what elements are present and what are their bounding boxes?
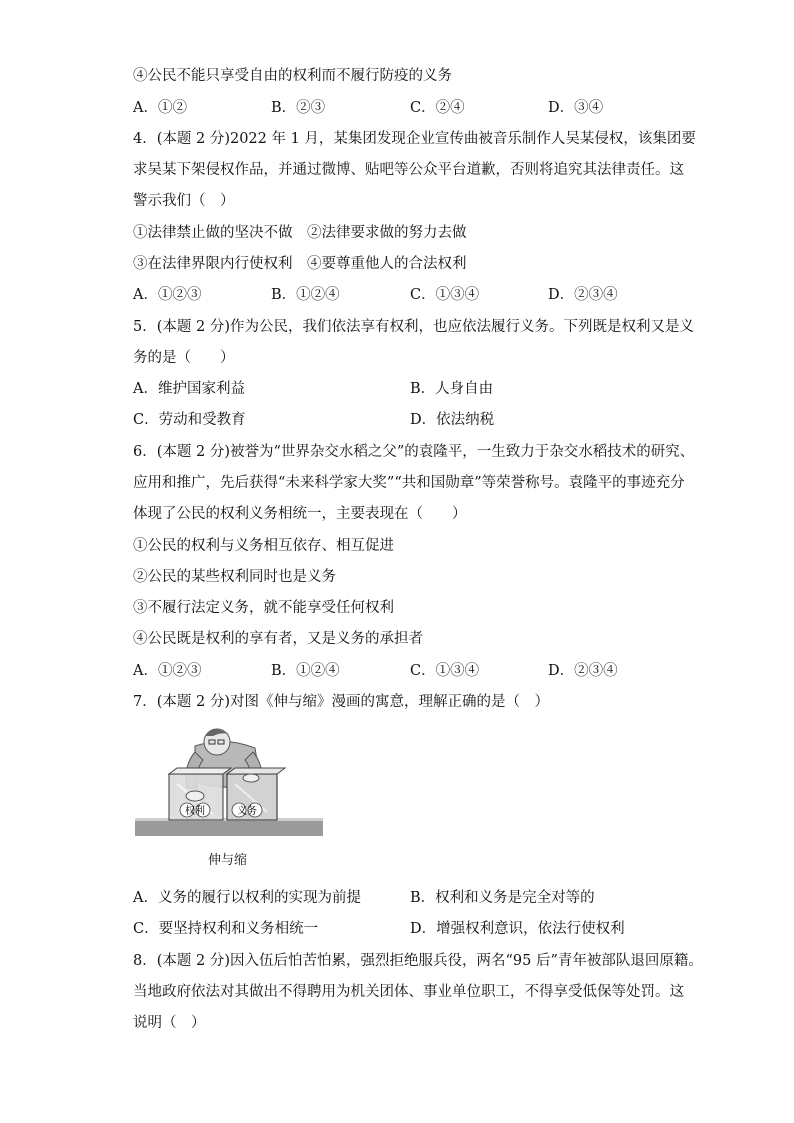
question-6-statement: ③不履行法定义务，就不能享受任何权利: [133, 600, 394, 616]
question-8-text: 说明（ ）: [133, 1015, 206, 1031]
cartoon-figure: [133, 722, 325, 872]
table-surface: [135, 820, 323, 836]
option-d[interactable]: D．②③④: [548, 287, 618, 303]
option-c[interactable]: C．②④: [410, 100, 465, 116]
option-a[interactable]: A．义务的履行以权利的实现为前提: [133, 890, 361, 906]
option-c[interactable]: C．①③④: [410, 287, 480, 303]
question-5-text: 务的是（ ）: [133, 350, 235, 366]
question-6-statement: ①公民的权利与义务相互依存、相互促进: [133, 538, 394, 554]
figure-caption: 伸与缩: [208, 853, 248, 868]
question-6-text: 6．(本题 2 分)被誉为“世界杂交水稻之父”的袁隆平，一生致力于杂交水稻技术的研究、: [133, 444, 695, 460]
option-b[interactable]: B．②③: [271, 100, 326, 116]
question-4-statements: ③在法律界限内行使权利 ④要尊重他人的合法权利: [133, 256, 467, 272]
option-a[interactable]: A．维护国家利益: [133, 381, 245, 397]
option-a[interactable]: A．①②③: [133, 287, 202, 303]
question-6-text: 体现了公民的权利义务相统一，主要表现在（ ）: [133, 506, 467, 522]
question-7-text: 7．(本题 2 分)对图《伸与缩》漫画的寓意，理解正确的是（ ）: [133, 694, 549, 710]
statement-4: ④公民不能只享受自由的权利而不履行防疫的义务: [133, 68, 452, 84]
question-4-statements: ①法律禁止做的坚决不做 ②法律要求做的努力去做: [133, 225, 467, 241]
question-4-text: 警示我们（ ）: [133, 193, 235, 209]
cartoon-illustration: [133, 722, 325, 846]
option-b[interactable]: B．人身自由: [410, 381, 494, 397]
option-d[interactable]: D．③④: [548, 100, 604, 116]
option-b[interactable]: B．①②④: [271, 663, 340, 679]
box-label-rights: 权利: [185, 806, 205, 817]
option-a[interactable]: A．①②③: [133, 663, 202, 679]
option-d[interactable]: D．依法纳税: [410, 412, 495, 428]
option-c[interactable]: C．劳动和受教育: [133, 412, 246, 428]
question-6-statement: ②公民的某些权利同时也是义务: [133, 569, 336, 585]
question-6-text: 应用和推广，先后获得“未来科学家大奖”“共和国勋章”等荣誉称号。袁隆平的事迹充分: [133, 475, 685, 491]
question-8-text: 当地政府依法对其做出不得聘用为机关团体、事业单位职工，不得享受低保等处罚。这: [133, 984, 684, 1000]
option-c[interactable]: C．①③④: [410, 663, 480, 679]
option-b[interactable]: B．①②④: [271, 287, 340, 303]
option-d[interactable]: D．②③④: [548, 663, 618, 679]
box-label-duties: 义务: [237, 806, 257, 817]
option-d[interactable]: D．增强权利意识，依法行使权利: [410, 921, 625, 937]
option-b[interactable]: B．权利和义务是完全对等的: [410, 890, 595, 906]
option-c[interactable]: C．要坚持权利和义务相统一: [133, 921, 319, 937]
question-4-text: 求吴某下架侵权作品，并通过微博、贴吧等公众平台道歉，否则将追究其法律责任。这: [133, 162, 684, 178]
question-4-text: 4．(本题 2 分)2022 年 1 月，某集团发现企业宣传曲被音乐制作人吴某侵权，该集团要: [133, 131, 696, 147]
option-a[interactable]: A．①②: [133, 100, 187, 116]
question-6-statement: ④公民既是权利的享有者，又是义务的承担者: [133, 631, 423, 647]
question-8-text: 8．(本题 2 分)因入伍后怕苦怕累，强烈拒绝服兵役，两名“95 后”青年被部队退回原籍。: [133, 953, 703, 969]
question-5-text: 5．(本题 2 分)作为公民，我们依法享有权利，也应依法履行义务。下列既是权利又是义: [133, 319, 694, 335]
